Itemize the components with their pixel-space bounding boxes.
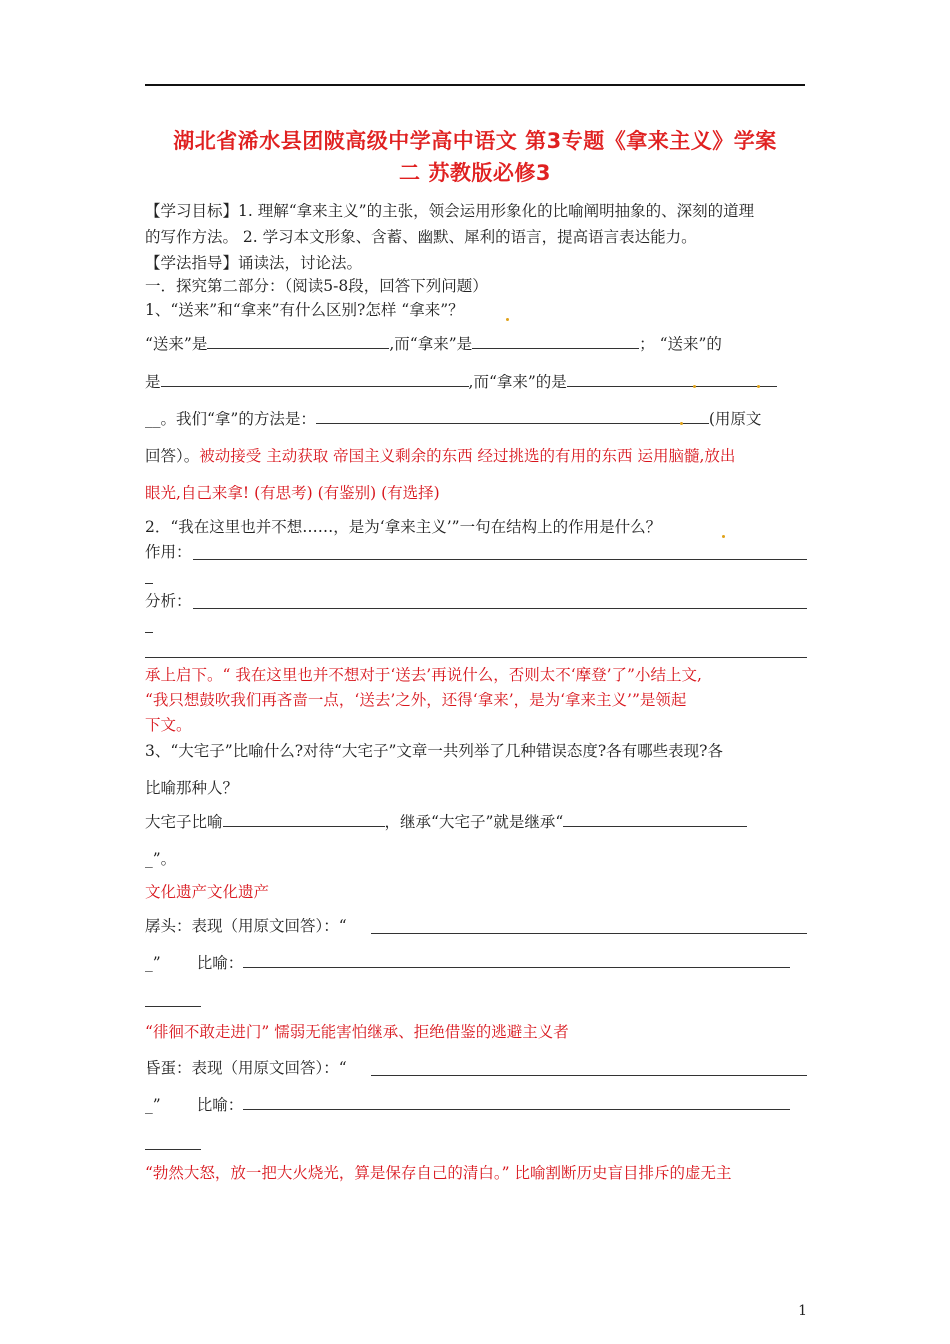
q1-label-g: (用原文: [708, 410, 762, 428]
q3-coward-line: [145, 956, 807, 972]
q1-label-f: __。我们“拿”的方法是：: [145, 410, 316, 428]
q2-question-text: 2．“我在这里也并不想……，是为‘拿来主义’”一句在结构上的作用是什么？: [145, 518, 662, 536]
q1-answer-2: 眼光,自己来拿! (有思考) (有鉴别) (有选择): [145, 484, 440, 502]
q3-blank-2[interactable]: [563, 825, 747, 827]
q1-answer-1: 被动接受 主动获取 帝国主义剩余的东西 经过挑选的有用的东西 运用脑髓,放出: [199, 447, 736, 465]
objectives-line2: 的写作方法。 2. 学习本文形象、含蓄、幽默、犀利的语言，提高语言表达能力。: [145, 228, 697, 246]
q3-fool-blank-tail: [145, 1149, 201, 1150]
q3-fool-metaphor: 比喻：: [196, 1096, 244, 1114]
header-rule: [145, 84, 805, 86]
q3-metaphor-end: _”。: [145, 850, 177, 868]
q2-answer-3: 下文。: [145, 716, 192, 734]
q1-label-e: ,而“拿来”的是: [468, 373, 567, 391]
q3-coward-metaphor-blank[interactable]: [243, 966, 790, 968]
q3-question-2: 比喻那种人？: [145, 779, 239, 797]
doc-title-line1: 湖北省浠水县团陂高级中学高中语文 第3专题《拿来主义》学案: [173, 129, 777, 153]
part1-heading: 一．探究第二部分：（阅读5-8段，回答下列问题）: [145, 277, 488, 295]
q1-question-text: 1、“送来”和“拿来”有什么区别?怎样 “拿来”？: [145, 301, 464, 319]
method-line: 【学法指导】诵读法，讨论法。: [145, 254, 363, 272]
q1-blank-3[interactable]: [161, 385, 469, 387]
q3-coward-blank[interactable]: [371, 933, 807, 934]
q2-analysis-blank[interactable]: [193, 608, 807, 609]
q1-line-c: [145, 412, 807, 428]
q3-fool-metaphor-blank[interactable]: [243, 1108, 790, 1110]
q3-metaphor-a: 大宅子比喻: [145, 813, 223, 831]
q1-question: [145, 303, 807, 319]
q3-coward-answer: “徘徊不敢走进门” 懦弱无能害怕继承、拒绝借鉴的逃避主义者: [145, 1023, 569, 1041]
q2-analysis-blank-tail: [145, 632, 153, 633]
q3-question-1: 3、“大宅子”比喻什么?对待“大宅子”文章一共列举了几种错误态度?各有哪些表现?各: [145, 742, 723, 760]
q3-metaphor-b: ，继承“大宅子”就是继承“: [384, 813, 564, 831]
q1-line-a: [145, 337, 807, 353]
q1-blank-2[interactable]: [472, 347, 639, 349]
q3-blank-1[interactable]: [223, 825, 385, 827]
q2-role-label: 作用：: [145, 543, 192, 561]
q3-fool-quote-end: _”: [145, 1096, 161, 1114]
q1-label-b: ,而“拿来”是: [389, 335, 473, 353]
q3-coward-label: 孱头：表现（用原文回答）：“: [145, 917, 347, 935]
q3-fool-blank[interactable]: [371, 1075, 807, 1076]
q2-analysis-label: 分析：: [145, 592, 192, 610]
q1-label-a: “送来”是: [145, 335, 208, 353]
q1-blank-4[interactable]: [567, 385, 777, 387]
q3-fool-line: [145, 1098, 807, 1114]
doc-title-line2: 二 苏教版必修3: [399, 161, 551, 185]
q2-answer-1: 承上启下。“ 我在这里也并不想对于‘送去’再说什么，否则太不‘摩登’了”小结上文,: [145, 666, 702, 684]
objectives-line1: 【学习目标】1. 理解“拿来主义”的主张，领会运用形象化的比喻阐明抽象的、深刻的道理: [145, 202, 755, 220]
q2-role-blank[interactable]: [193, 559, 807, 560]
q1-blank-1[interactable]: [207, 347, 389, 349]
q3-metaphor-line: [145, 815, 807, 831]
q1-label-c: ； “送来”的: [639, 335, 722, 353]
q1-line-d: [145, 449, 807, 465]
q1-label-h: 回答）。: [145, 447, 200, 465]
q2-role-blank-tail: [145, 583, 153, 584]
q2-extra-blank[interactable]: [145, 657, 807, 658]
q3-coward-blank-tail: [145, 1006, 201, 1007]
q3-answer-heritage: 文化遗产文化遗产: [145, 883, 270, 901]
q1-blank-5[interactable]: [316, 422, 709, 424]
q3-coward-metaphor: 比喻：: [196, 954, 244, 972]
q3-fool-answer: “勃然大怒，放一把大火烧光，算是保存自己的清白。” 比喻割断历史盲目排斥的虚无主: [145, 1164, 732, 1182]
q2-answer-2: “我只想鼓吹我们再吝啬一点，‘送去’之外，还得‘拿来’，是为‘拿来主义’”是领起: [145, 691, 687, 709]
page-number: 1: [798, 1303, 807, 1319]
q1-label-d: 是: [145, 373, 161, 391]
q3-fool-label: 昏蛋：表现（用原文回答）：“: [145, 1059, 347, 1077]
q2-question: [145, 520, 807, 536]
q1-line-b: [145, 375, 807, 391]
q3-coward-quote-end: _”: [145, 954, 161, 972]
